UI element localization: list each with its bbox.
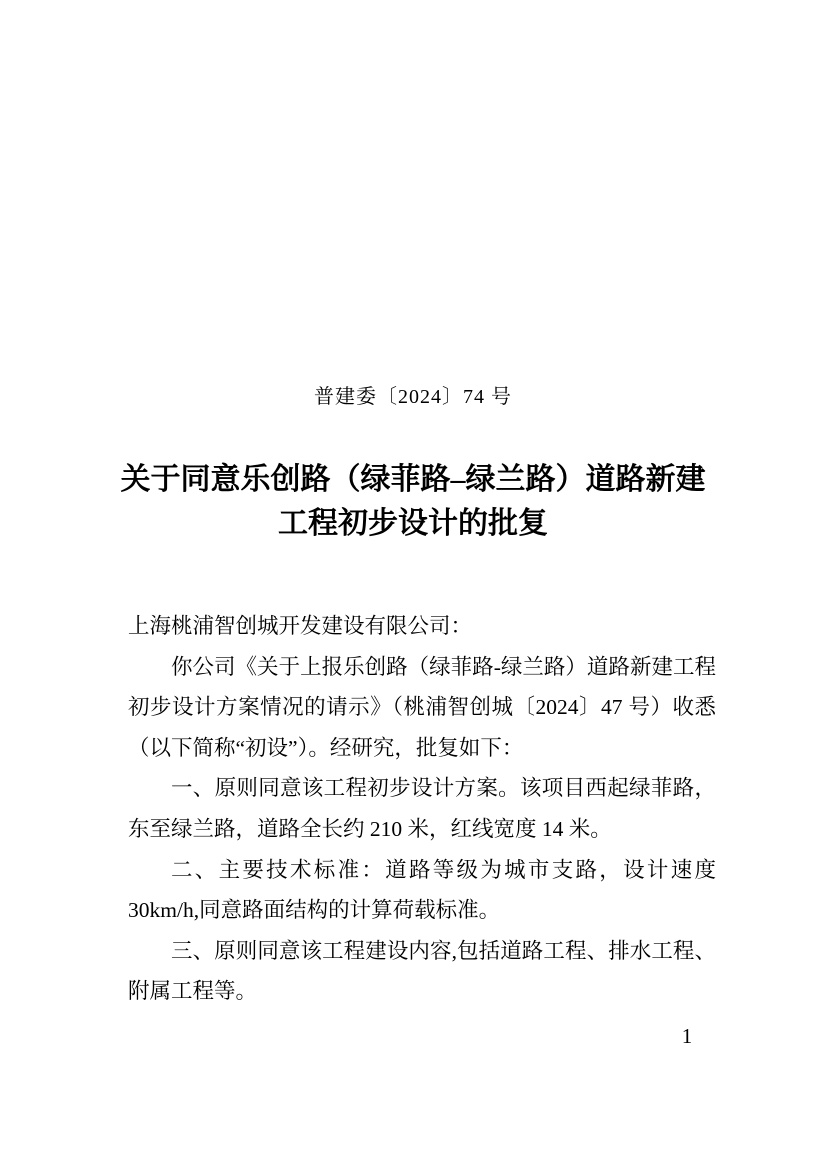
page-number: 1 (681, 1024, 693, 1048)
document-body (128, 606, 716, 1012)
paragraph-intro: 你公司《关于上报乐创路（绿菲路-绿兰路）道路新建工程初步设计方案情况的请示》（桃浦智创城〔2024〕47 号）收悉（以下简称“初设”）。经研究，批复如下： (128, 654, 716, 760)
paragraph-item-2: 二、主要技术标准：道路等级为城市支路，设计速度 30km/h,同意路面结构的计算荷载标准。 (128, 857, 716, 923)
document-number: 普建委〔2024〕74 号 (314, 386, 512, 408)
paragraph-item-1: 一、原则同意该工程初步设计方案。该项目西起绿菲路，东至绿兰路，道路全长约 210 米，红线宽度 14 米。 (128, 776, 716, 841)
paragraph-item-3: 三、原则同意该工程建设内容,包括道路工程、排水工程、附属工程等。 (128, 938, 716, 1004)
salutation-line: 上海桃浦智创城开发建设有限公司： (128, 614, 473, 638)
document-title (63, 458, 763, 546)
document-title-line-1: 关于同意乐创路（绿菲路–绿兰路）道路新建 (120, 463, 706, 496)
document-title-line-2: 工程初步设计的批复 (278, 507, 548, 540)
